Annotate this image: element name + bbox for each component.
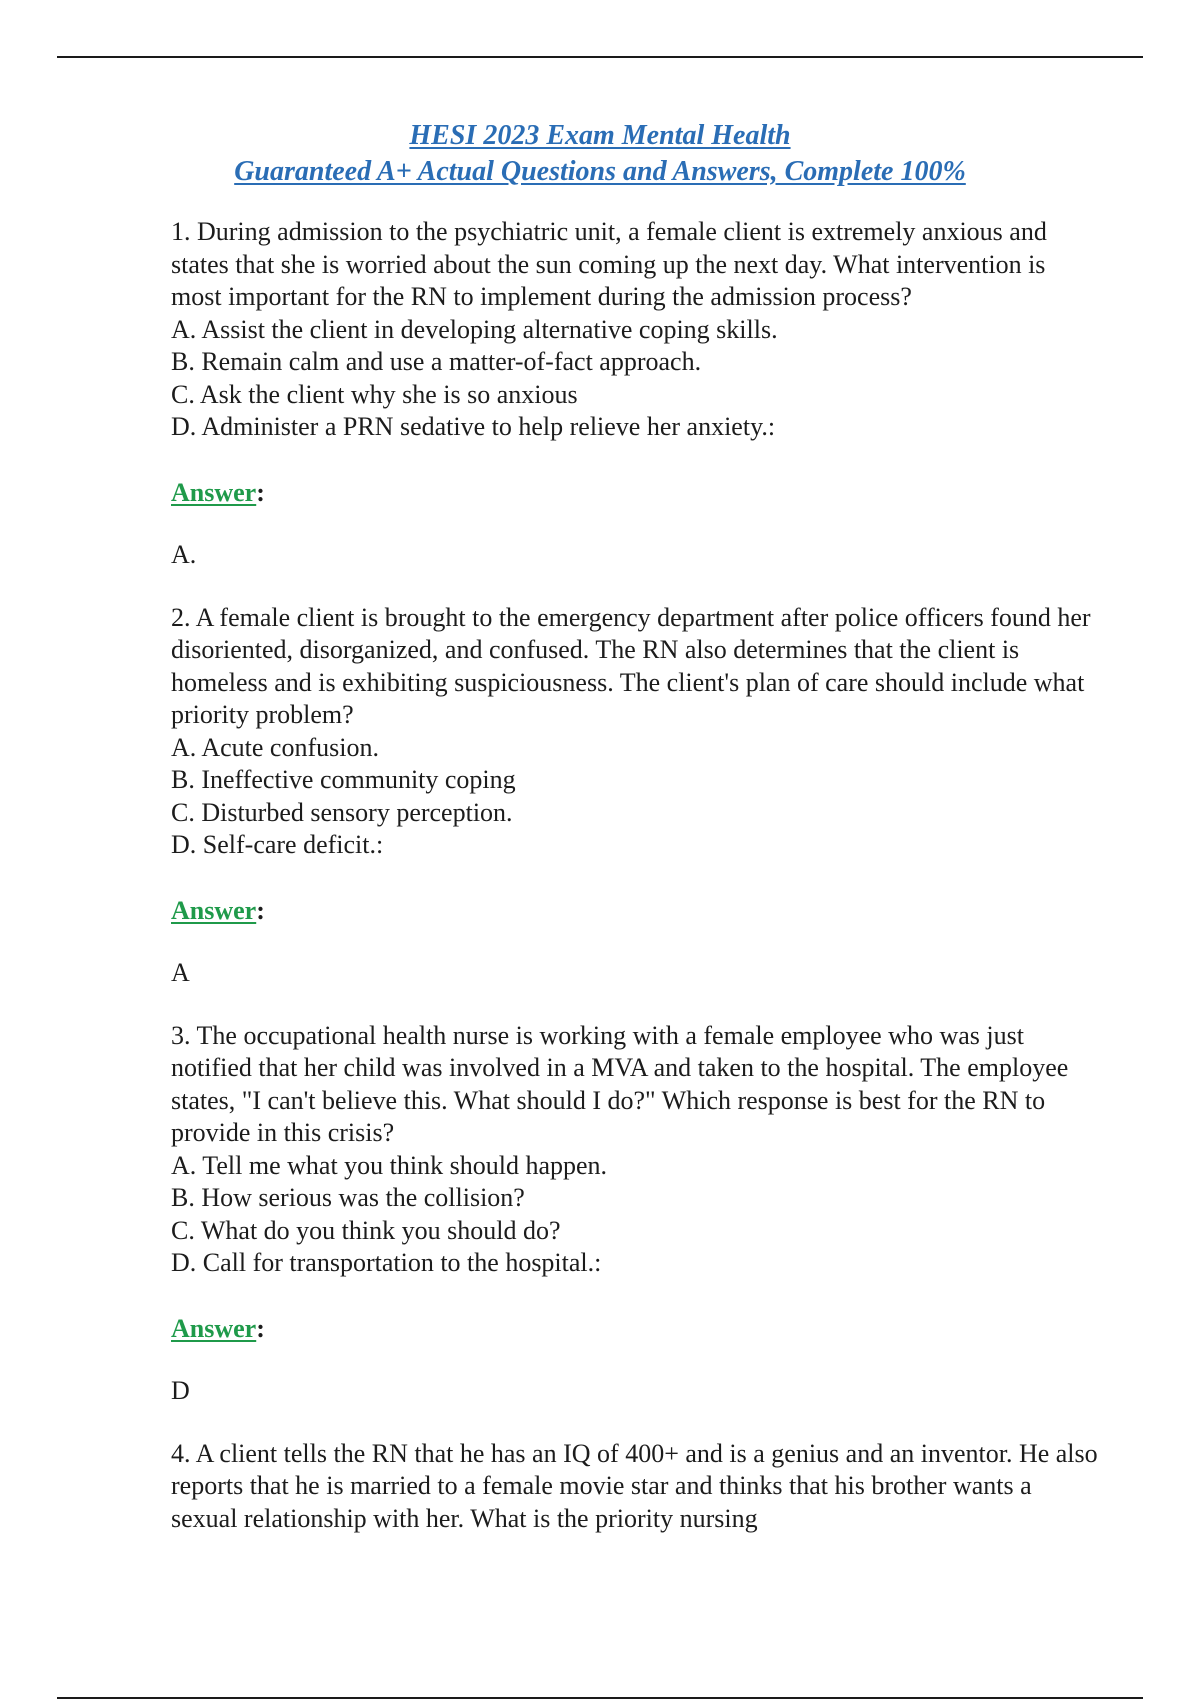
option-b: B. Ineffective community coping [171,765,516,794]
answer-value: A. [171,540,197,569]
top-rule [57,56,1143,58]
answer-value: D [171,1376,190,1405]
option-c: C. What do you think you should do? [171,1215,561,1245]
option-list [171,732,1101,862]
document-title [0,118,1200,190]
answer-colon: : [256,1313,265,1343]
question-list [171,216,1101,1535]
question-3 [171,1020,1101,1408]
option-d: D. Administer a PRN sedative to help relieve her anxiety.: [171,412,776,441]
option-d: D. Call for transportation to the hospital.: [171,1248,602,1277]
question-text: 4. A client tells the RN that he has an IQ of 400+ and is a genius and an inventor. He also reports that he is married to a female movie star and thinks that his brother wants a sexual relationship with her. What is the priority nursing [171,1438,1098,1533]
answer-value: A [171,958,190,987]
question-text: 3. The occupational health nurse is working with a female employee who was just notified that her child was involved in a MVA and taken to the hospital. The employee states, "I can't believe this. What should I do?" Which response is best for the RN to provide in this crisis? [171,1020,1069,1147]
question-2 [171,602,1101,990]
title-line-2: Guaranteed A+ Actual Questions and Answers, Complete 100% [234,156,966,187]
answer-heading [171,477,1101,510]
answer-label: Answer [171,895,257,925]
answer-colon: : [256,895,265,925]
option-list [171,314,1101,444]
answer-heading [171,895,1101,928]
question-text: 1. During admission to the psychiatric unit, a female client is extremely anxious and states that she is worried about the sun coming up the next day. What intervention is most important for the RN to implement during the admission process? [171,217,1047,311]
answer-heading [171,1313,1101,1346]
option-a: A. Tell me what you think should happen. [171,1150,608,1180]
option-b: B. Remain calm and use a matter-of-fact approach. [171,347,702,376]
answer-label: Answer [171,477,257,507]
answer-colon: : [256,477,265,507]
option-c: C. Ask the client why she is so anxious [171,379,578,409]
title-line-1: HESI 2023 Exam Mental Health [409,120,791,151]
bottom-rule [57,1697,1143,1699]
answer-label: Answer [171,1313,257,1343]
option-a: A. Acute confusion. [171,732,379,762]
question-text: 2. A female client is brought to the emergency department after police officers found her disoriented, disorganized, and confused. The RN also determines that the client is homeless and is exhibiting suspiciousness. The client's plan of care should include what priority problem? [171,602,1091,729]
option-list [171,1150,1101,1280]
question-1 [171,216,1101,572]
option-c: C. Disturbed sensory perception. [171,797,513,827]
question-4 [171,1438,1101,1536]
option-d: D. Self-care deficit.: [171,830,384,859]
option-b: B. How serious was the collision? [171,1183,525,1212]
option-a: A. Assist the client in developing alternative coping skills. [171,314,778,344]
